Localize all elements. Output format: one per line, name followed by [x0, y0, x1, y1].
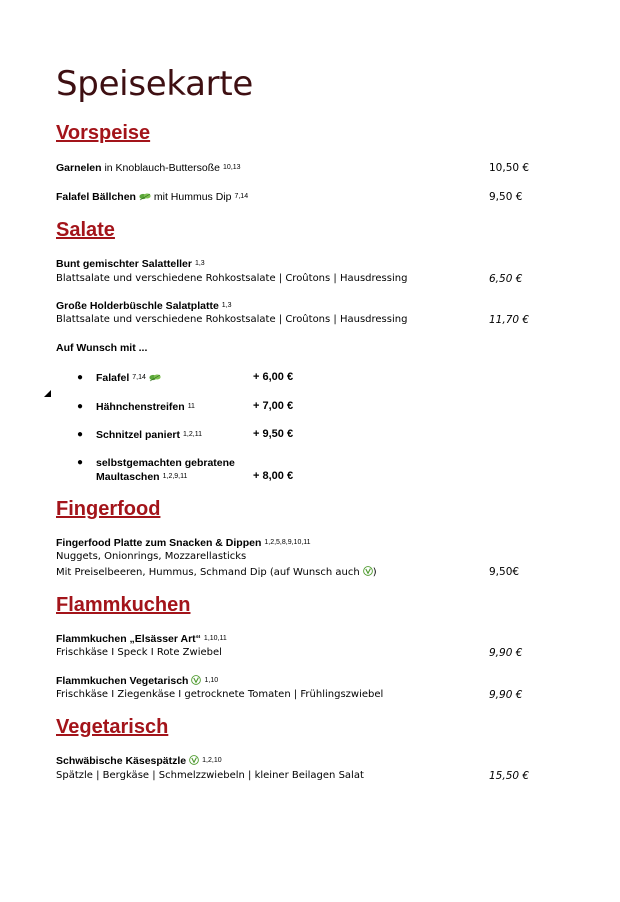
allergen-codes: 1,2,5,8,9,10,11	[264, 539, 311, 546]
item-description: Spätzle | Bergkäse | Schmelzzwiebeln | kleiner Beilagen Salat	[56, 770, 364, 781]
item-name: Flammkuchen Vegetarisch	[56, 675, 189, 687]
bullet-icon: ●	[77, 401, 84, 412]
allergen-codes: 1,3	[194, 260, 205, 267]
item-name: Garnelen	[56, 162, 102, 174]
item-description: Blattsalate und verschiedene Rohkostsalate | Croûtons | Hausdressing	[56, 314, 408, 325]
section-heading-fingerfood: Fingerfood	[56, 498, 161, 520]
item-description: Nuggets, Onionrings, Mozzarellasticks	[56, 551, 247, 562]
allergen-codes: 11	[187, 403, 195, 410]
menu-item-falafel-baellchen	[56, 191, 248, 203]
extra-item-price: + 7,00 €	[253, 400, 294, 412]
allergen-codes: 1,3	[221, 302, 232, 309]
menu-item-kaesespaetzle	[56, 755, 222, 767]
extra-item-price: + 8,00 €	[253, 470, 294, 482]
extra-item-maultaschen-line2: Maultaschen $^{1,2,9,11}$	[96, 471, 188, 483]
item-price: 9,50€	[489, 566, 520, 578]
section-heading-salate: Salate	[56, 219, 115, 241]
item-description: Blattsalate und verschiedene Rohkostsalate | Croûtons | Hausdressing	[56, 273, 408, 284]
bullet-icon: ●	[77, 372, 84, 383]
item-name: Große Holderbüschle Salatplatte	[56, 300, 219, 312]
item-price: 9,90 €	[489, 647, 523, 659]
item-name: Schwäbische Käsespätzle	[56, 755, 187, 767]
allergen-codes: 7,14	[132, 374, 146, 381]
section-heading-vorspeise: Vorspeise	[56, 122, 151, 144]
allergen-codes: 1,10,11	[203, 635, 227, 642]
extra-item-maultaschen: selbstgemachten gebratene	[96, 457, 235, 469]
allergen-codes: 1,2,10	[202, 757, 222, 764]
item-name: Falafel Bällchen	[56, 191, 136, 203]
extra-item-falafel: Falafel $^{7,14}$	[96, 372, 161, 384]
menu-item-flammkuchen-elsaesser	[56, 633, 227, 645]
item-price: 9,90 €	[489, 689, 523, 701]
item-price: 11,70 €	[489, 314, 530, 326]
menu-item-fingerfood-platte	[56, 537, 311, 549]
menu-item-salatplatte	[56, 300, 232, 312]
leaf-icon	[139, 192, 151, 201]
section-heading-vegetarisch: Vegetarisch	[56, 716, 169, 738]
item-price: 10,50 €	[489, 162, 530, 174]
item-description-2: Mit Preiselbeeren, Hummus, Schmand Dip (auf Wunsch auch )	[56, 567, 377, 578]
item-description: Frischkäse I Ziegenkäse I getrocknete Tomaten | Frühlingszwiebel	[56, 689, 384, 700]
allergen-codes: 1,2,9,11	[162, 473, 188, 480]
bullet-icon: ●	[77, 457, 84, 468]
item-name: Flammkuchen „Elsässer Art“	[56, 633, 201, 645]
item-description: mit Hummus Dip	[153, 191, 232, 203]
allergen-codes: 1,2,11	[183, 431, 202, 438]
item-description: in Knoblauch-Buttersoße	[104, 162, 221, 174]
section-heading-flammkuchen: Flammkuchen	[56, 594, 191, 616]
item-price: 15,50 €	[489, 770, 530, 782]
item-price: 9,50 €	[489, 191, 523, 203]
menu-item-flammkuchen-vegetarisch	[56, 675, 218, 687]
vegetarian-icon	[189, 755, 199, 765]
allergen-codes: 10,13	[223, 164, 241, 171]
vegetarian-icon	[191, 675, 201, 685]
item-name: Bunt gemischter Salatteller	[56, 258, 192, 270]
menu-item-garnelen	[56, 162, 241, 174]
extra-item-price: + 9,50 €	[253, 428, 294, 440]
item-price: 6,50 €	[489, 273, 523, 285]
menu-item-salatteller	[56, 258, 205, 270]
leaf-icon	[149, 373, 161, 382]
item-description: Frischkäse I Speck I Rote Zwiebel	[56, 647, 222, 658]
extras-label: Auf Wunsch mit ...	[56, 342, 148, 354]
bullet-icon: ●	[77, 429, 84, 440]
extra-item-schnitzel: Schnitzel paniert $^{1,2,11}$	[96, 429, 202, 441]
allergen-codes: 7,14	[234, 193, 249, 200]
page-title: Speisekarte	[56, 64, 254, 104]
item-name: Fingerfood Platte zum Snacken & Dippen	[56, 537, 262, 549]
cell-marker-icon	[44, 390, 51, 397]
extra-item-price: + 6,00 €	[253, 371, 294, 383]
vegetarian-icon	[363, 566, 373, 576]
extra-item-haehnchenstreifen: Hähnchenstreifen $^{11}$	[96, 401, 195, 413]
allergen-codes: 1,10	[204, 677, 219, 684]
